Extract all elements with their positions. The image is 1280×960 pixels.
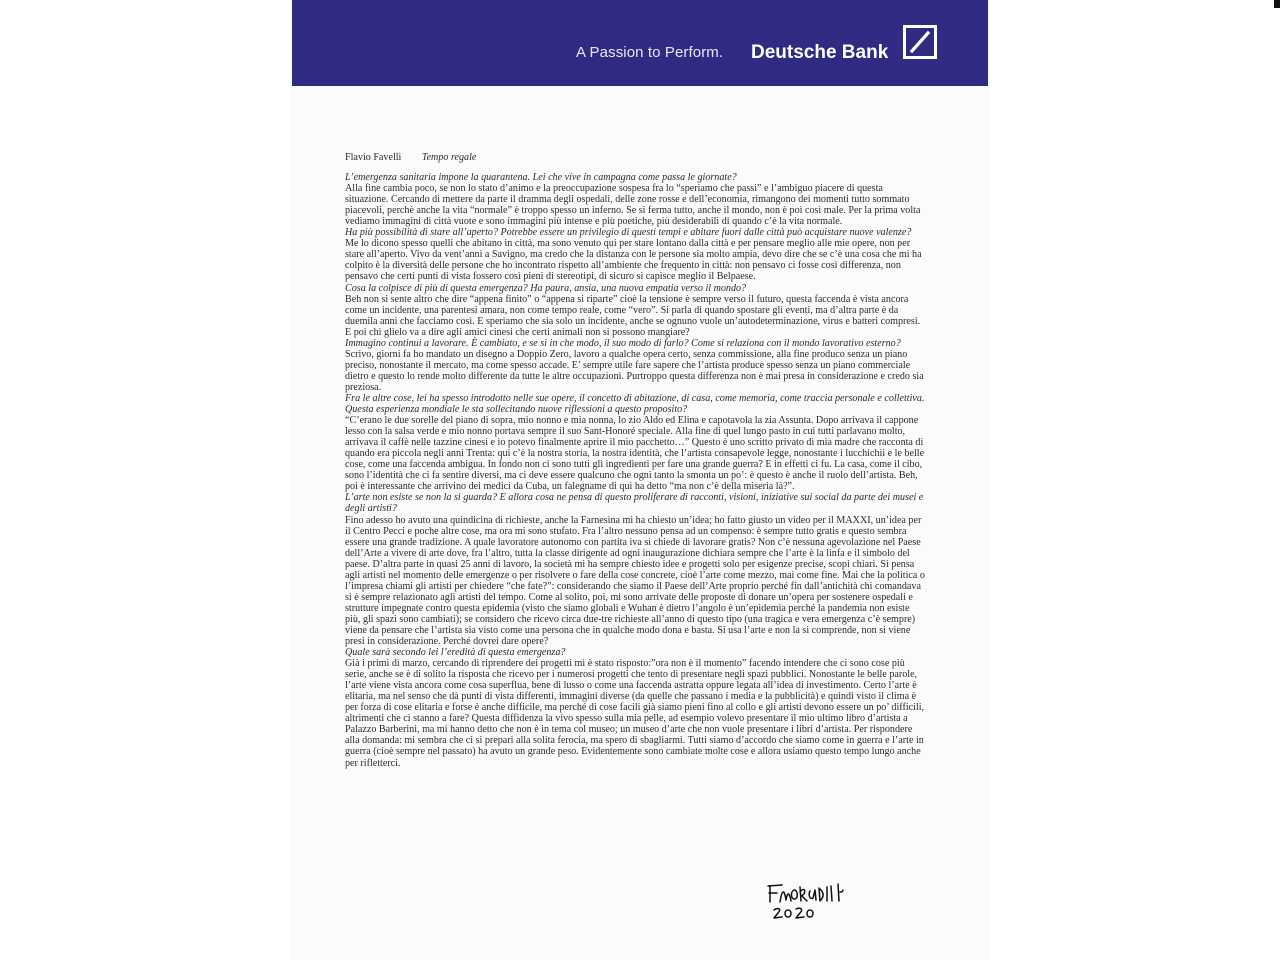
question-5: Fra le altre cose, lei ha spesso introdotto nelle sue opere, il concetto di abitazione, di casa, come memoria, come traccia personale e collettiva. Questa esperienza mondiale le sta sollecitando nuove riflessioni a questo proposito?	[345, 392, 925, 416]
handwritten-signature	[760, 880, 850, 930]
answer-7: Già i primi di marzo, cercando di riprendere dei progetti mi è stato risposto:”ora non è il momento” facendo intendere che ci sono cose più serie, anche se è di solito la risposta che ricevo per i numerosi progetti che tento di presentare negli spazi pubblici. Nonostante le belle parole, l’arte viene vista ancora come cosa superflua, bene di lusso o come una faccenda astratta oppure legata all’idea di investimento. Certo l’arte è elitaria, ma nel senso che dà punti di vista differenti, immagini diverse (da quelle che passano i media e la pubblicità) e quindi visto il clima è per forza di cose elitaria e forse è anche difficile, ma perché di cose facili già siamo pieni fino al collo e gli artisti devono essere un po’ difficili, altrimenti che ci stanno a fare? Questa diffidenza la vivo spesso sulla mia pelle, ad esempio volevo presentare il mio ultimo libro d’artista a Palazzo Barberini, ma mi hanno detto che non è in tema col museo; un museo d’arte che non vuole presentare i libri d’artista. Per rispondere alla domanda: mi sembra che ci si prepari alla solita ferocia, ma spero di sbagliarmi. Tutti siamo d’accordo che siamo come in guerra e l’arte in guerra (cioè sempre nel passato) ha avuto un grande peso. Evidentemente sono cambiate molte cose e allora usiamo questo tempo lungo anche per rifletterci.	[345, 658, 925, 769]
question-7: Quale sarà secondo lei l’eredità di questa emergenza?	[345, 647, 566, 659]
answer-3: Beh non si sente altro che dire “appena finito” o “appena si riparte” cioè la tensione è sempre verso il futuro, questa faccenda è vista ancora come un incidente, una parentesi amara, non come tempo reale, come “vero”. Si parla di quando spostare gli eventi, ma d’altra parte è da duemila anni che facciamo così. E speriamo che sia solo un incidente, anche se ognuno vuole un’autodeterminazione, virus e batteri compresi. E poi chi glielo va a dire agli amici cinesi che certi animali non si possono mangiare?	[345, 293, 921, 338]
question-2: Ha più possibilità di stare all’aperto? Potrebbe essere un privilegio di questi tempi e abitare fuori dalle città può acquistare nuove valenze?	[345, 227, 912, 239]
question-1: L’emergenza sanitaria impone la quarantena. Lei che vive in campagna come passa le giornate?	[345, 172, 737, 184]
brand-name: Deutsche Bank	[751, 42, 889, 63]
answer-2: Me lo dicono spesso quelli che abitano in città, ma sono venuto qui per stare lontano dalla città e per pensare meglio alle mie opere, non per stare all’aperto. Vivo da vent’anni a Savigno, ma credo che la distanza con le persone sia molto ampia, devo dire che se c’è una cosa che mi ha colpito è la diversità delle persone che ho incontrato rispetto all’ambiente che frequento in città: non pensavo ci fosse così differenza, non pensavo che certi punti di vista fossero così pieni di stereotipi, di sicuro si capisce meglio il Belpaese.	[345, 238, 922, 283]
question-4: Immagino continui a lavorare. È cambiato, e se sì in che modo, il suo modo di farlo? Come si relaziona con il mondo lavorativo esterno?	[345, 337, 901, 349]
question-6: L’arte non esiste se non la si guarda? E allora cosa ne pensa di questo proliferare di racconti, visioni, iniziative sui social da parte dei musei e degli artisti?	[345, 492, 924, 515]
answer-6: Fino adesso ho avuto una quindicina di richieste, anche la Farnesina mi ha chiesto un’idea; ho fatto giusto un video per il MAXXI, un’idea per il Centro Pecci e poche altre cose, ma ora mi sono stufato. Fra l’altro nessuno pensa ad un compenso: è sempre tutto gratis e questo sembra essere una grande tradizione. A quale lavoratore autonomo con partita iva si chiede di lavorare gratis? Non c’è nessuna agevolazione nel Paese dell’Arte a vivere di arte dove, fra l’altro, tutta la classe dirigente ad ogni inaugurazione dichiara sempre che l’arte è la linfa e il simbolo del paese. D’altra parte in quasi 25 anni di lavoro, la società mi ha sempre chiesto idee e progetti solo per esigenze precise, scopi chiari. Si pensa agli artisti nel momento delle emergenze o per risolvere o fare della cose concrete, cioè l’arte come mezzo, mai come fine. Mai che la politica o l’impresa chiami gli artisti per chiedere “che fate?”: considerando che siamo il Paese dell’Arte proprio perché fin dall’antichità chi comandava si è sempre relazionato agli artisti del tempo. Come al solito, poi, mi sono arrivate delle proposte di donare un’opera per sostenere ospedali e strutture impegnate contro questa epidemia (visto che siamo globali e Wuhan è dietro l’angolo è un’epidemia perché la pandemia non esiste più, gli spazi sono cambiati); se considero che ricevo circa due-tre richieste all’anno di questo tipo (una tragica e vera emergenza c’è sempre) viene da pensare che l’artista sia visto come una persona che in qualche modo dona e basta. Si usa l’arte e non la si comprende, non si viene presi in considerazione. Perché dovrei dare opere?	[345, 514, 925, 648]
deutsche-bank-logo-icon	[903, 25, 937, 59]
slogan-text: A Passion to Perform.	[576, 44, 724, 61]
letter-title: Tempo regale	[421, 152, 477, 163]
answer-1: Alla fine cambia poco, se non lo stato d’animo e la preoccupazione sospesa fra lo “speriamo che passi” e l’ambiguo piacere di questa situazione. Cercando di mettere da parte il dramma degli ospedali, delle zone rosse e dell’economia, rimangono dei momenti tutto sommato piacevoli, perchè anche la vita “normale” è troppo spesso un inferno. Se si ferma tutto, anche il mondo, non è poi così male. Per la prima volta vediamo immagini di città vuote e sono immagini più intense e più poetiche, più desiderabili di quando c’è la vita normale.	[345, 183, 921, 228]
letter-body	[345, 152, 925, 769]
author-name: Flavio Favelli	[345, 152, 402, 163]
answer-5: “C’erano le due sorelle del piano di sopra, mio nonno e mia nonna, lo zio Aldo ed Elina e capotavola la zia Assunta. Dopo arrivava il cappone lesso con la salsa verde e mio nonno portava sempre il suo Sant-Honoré speciale. Alla fine di quel lungo pasto in cui tutti parlavano molto, arrivava il caffè nelle tazzine cinesi e io potevo finalmente aprire il mio pacchetto…” Questo è uno scritto privato di mia madre che racconta di quando era piccola negli anni Trenta: qui c’è la nostra storia, la nostra identità, che l’artista consapevole legge, nonostante i lucchichii e le belle cose, come una faccenda ambigua. In fondo non ci sono tutti gli ingredienti per fare una grande guerra? E in effetti ci fu. La casa, come il cibo, sono l’identità che ci fa sentire diversi, ma ci deve essere qualcuno che ogni tanto la smonta un po’: è questo è anche il ruolo dell’artista. Beh, poi è interessante che arrivino dei medici da Cuba, un falegname di qui ha detto “ma non c’è della miseria là?”.	[345, 415, 925, 493]
letter-header	[345, 152, 925, 163]
answer-4: Scrivo, giorni fa ho mandato un disegno a Doppio Zero, lavoro a qualche opera certo, senza commissione, alla fine produco senza un piano preciso, nonostante il mercato, ma come spesso accade. E’ sempre utile fare sapere che l’artista produce spesso senza un piano commerciale dietro e questo lo rende molto differente da tutte le altre occupazioni. Purtroppo questa differenza non è mai presa in considerazione e credo sia preziosa.	[345, 348, 924, 393]
question-3: Cosa la colpisce di più di questa emergenza? Ha paura, ansia, una nuova empatia verso il mondo?	[345, 282, 747, 294]
scan-edge-mark	[1274, 0, 1280, 8]
